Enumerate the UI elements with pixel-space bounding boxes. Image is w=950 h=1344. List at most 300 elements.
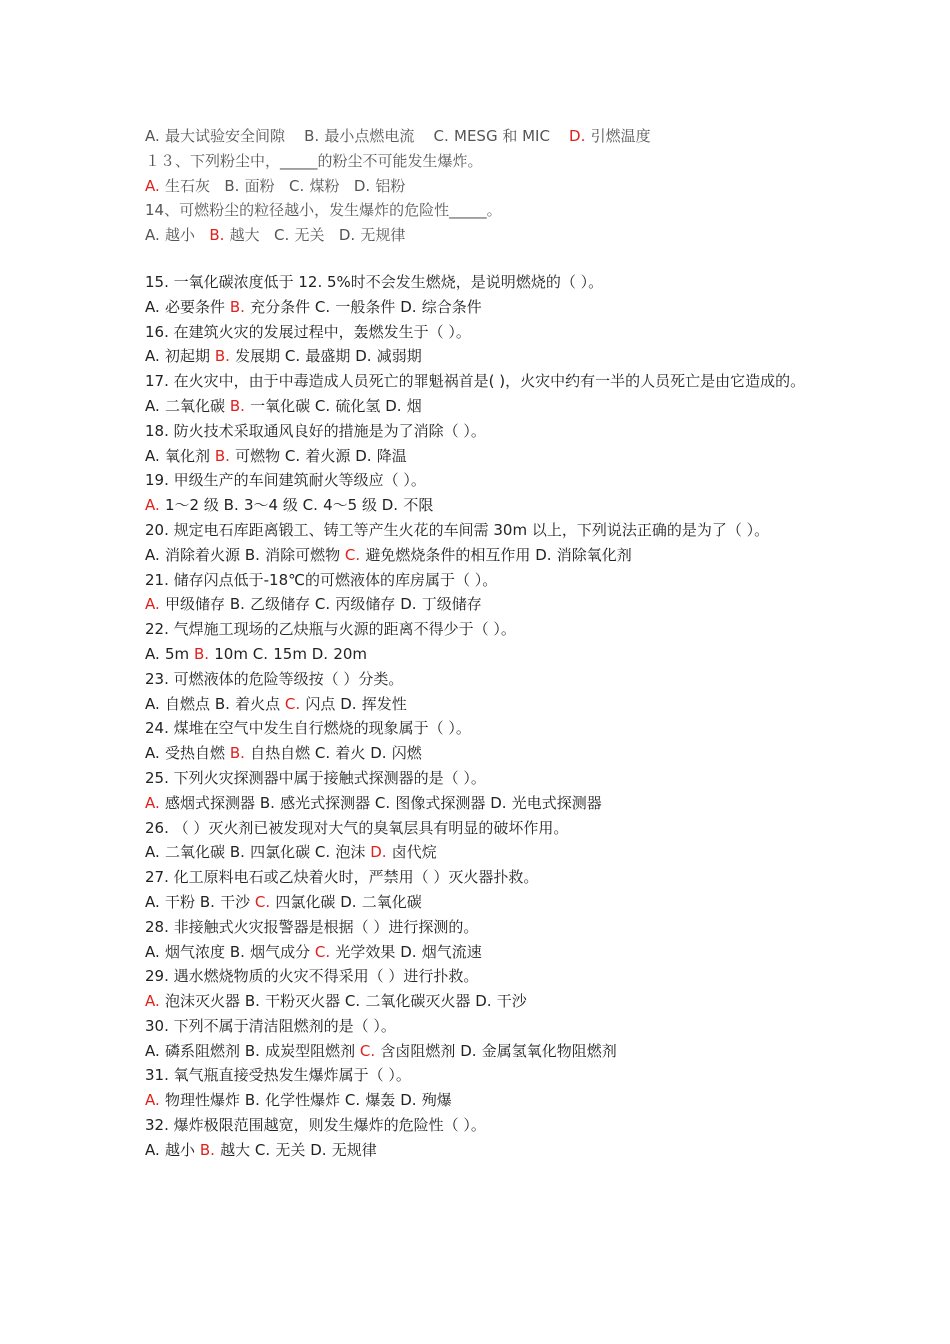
option-text: 泡沫	[335, 843, 366, 862]
option-text: 图像式探测器	[395, 793, 486, 812]
option-text: 引燃温度	[590, 127, 651, 145]
answer-options	[145, 1088, 815, 1113]
option-separator	[275, 177, 289, 195]
option-item	[312, 645, 367, 663]
option-text: 干沙	[496, 992, 527, 1011]
option-text: 自燃点	[165, 694, 211, 713]
option-text: 发展期	[235, 347, 281, 366]
question-text: 15. 一氧化碳浓度低于 12. 5%时不会发生燃烧，是说明燃烧的（ ）。	[145, 272, 604, 291]
option-text: 越大	[229, 226, 260, 245]
answer-options	[145, 543, 815, 568]
option-label: C.	[254, 892, 271, 911]
option-item	[340, 695, 407, 713]
option-label: C.	[284, 694, 301, 713]
option-label: D.	[400, 297, 417, 316]
option-item	[535, 546, 632, 564]
option-label: A.	[145, 694, 160, 713]
question-text: 32. 爆炸极限范围越宽，则发生爆炸的危险性（ ）。	[145, 1116, 486, 1135]
option-item	[145, 546, 240, 564]
question-text: 16. 在建筑火灾的发展过程中，轰燃发生于（ ）。	[145, 322, 471, 341]
option-item	[224, 177, 274, 195]
option-item	[400, 1091, 452, 1109]
option-item	[200, 893, 250, 911]
option-label: B.	[209, 226, 225, 245]
option-separator	[210, 177, 224, 195]
option-label: D.	[340, 892, 357, 911]
option-text: 最盛期	[305, 347, 351, 366]
option-label: B.	[214, 446, 230, 465]
option-label: B.	[229, 396, 245, 415]
option-text: 二氧化碳	[361, 892, 422, 911]
option-label: B.	[224, 176, 240, 195]
option-text: 物理性爆炸	[165, 1091, 241, 1110]
option-label: B.	[244, 1091, 260, 1110]
option-text: 烟	[406, 396, 422, 415]
option-label: A.	[145, 297, 160, 316]
option-label: B.	[229, 595, 245, 614]
option-label: B.	[229, 843, 245, 862]
option-label: C.	[344, 545, 361, 564]
question-text: 24. 煤堆在空气中发生自行燃烧的现象属于（ ）。	[145, 719, 471, 738]
option-separator	[260, 226, 274, 244]
option-separator	[195, 226, 209, 244]
question-text: 23. 可燃液体的危险等级按（ ）分类。	[145, 669, 404, 688]
answer-options	[145, 840, 815, 865]
option-text: 受热自燃	[165, 744, 226, 763]
option-item	[375, 794, 486, 812]
answer-options	[145, 642, 815, 667]
option-text: 面粉	[244, 176, 275, 195]
option-label: A.	[145, 892, 160, 911]
option-item	[382, 496, 434, 514]
option-item	[245, 546, 340, 564]
option-item	[145, 794, 255, 812]
option-item	[315, 843, 366, 861]
option-separator	[340, 177, 354, 195]
question-text: １３、下列粉尘中，_____的粉尘不可能发生爆炸。	[145, 151, 483, 170]
option-label: B.	[199, 892, 215, 911]
option-text: 着火点	[235, 694, 281, 713]
option-label: D.	[400, 1091, 417, 1110]
option-item	[315, 744, 366, 762]
option-text: 四氯化碳	[275, 892, 336, 911]
answer-options	[145, 741, 815, 766]
option-text: 越大	[220, 1140, 251, 1159]
option-item	[303, 496, 377, 514]
option-label: C.	[344, 1091, 361, 1110]
option-label: C.	[254, 1140, 271, 1159]
option-text: 着火	[335, 744, 366, 763]
option-label: B.	[244, 545, 260, 564]
option-item	[355, 447, 407, 465]
option-item	[215, 447, 280, 465]
option-separator	[285, 127, 304, 145]
option-text: 干粉灭火器	[265, 992, 341, 1011]
answer-options	[145, 989, 815, 1014]
option-label: D.	[535, 545, 552, 564]
option-item	[230, 943, 310, 961]
option-label: A.	[145, 744, 160, 763]
question-text: 19. 甲级生产的车间建筑耐火等级应（ ）。	[145, 471, 426, 490]
question-text: 14、可燃粉尘的粒径越小，发生爆炸的危险性_____。	[145, 201, 502, 220]
option-text: 15m	[273, 644, 307, 663]
option-text: 减弱期	[376, 347, 422, 366]
option-label: D.	[370, 843, 387, 862]
option-item	[400, 298, 482, 316]
option-label: A.	[145, 176, 160, 195]
option-label: A.	[145, 942, 160, 961]
option-item	[370, 843, 437, 861]
option-item	[460, 1042, 617, 1060]
option-text: 1～2 级	[165, 496, 219, 515]
option-label: A.	[145, 446, 160, 465]
question-list	[145, 124, 815, 1163]
option-item	[245, 1042, 355, 1060]
option-text: 越小	[165, 226, 196, 245]
answer-options	[145, 124, 815, 149]
option-item	[230, 744, 310, 762]
option-item	[315, 595, 396, 613]
option-text: 避免燃烧条件的相互作用	[365, 545, 531, 564]
option-item	[340, 893, 422, 911]
option-text: 可燃物	[235, 446, 281, 465]
option-label: C.	[302, 496, 318, 515]
option-item	[285, 347, 351, 365]
answer-options	[145, 1138, 815, 1163]
option-text: 爆轰	[365, 1091, 396, 1110]
option-text: 3～4 级	[243, 496, 298, 515]
option-item	[145, 1042, 240, 1060]
option-item	[400, 595, 482, 613]
option-text: 综合条件	[421, 297, 482, 316]
question-text: 31. 氧气瓶直接受热发生爆炸属于（ ）。	[145, 1066, 411, 1085]
answer-options	[145, 692, 815, 717]
option-label: C.	[314, 595, 331, 614]
option-separator	[550, 127, 569, 145]
option-item	[490, 794, 602, 812]
option-text: 二氧化碳	[165, 396, 226, 415]
option-text: 越小	[165, 1140, 196, 1159]
option-text: 最大试验安全间隙	[165, 127, 286, 145]
option-item	[255, 893, 336, 911]
option-text: 二氧化碳灭火器	[365, 992, 471, 1011]
option-item	[145, 645, 189, 663]
option-label: B.	[244, 1041, 260, 1060]
option-item	[354, 177, 406, 195]
option-item	[345, 546, 531, 564]
option-item	[355, 347, 422, 365]
option-text: 4～5 级	[323, 496, 377, 515]
option-label: C.	[314, 942, 331, 961]
option-item	[230, 298, 310, 316]
option-text: 最小点燃电流	[324, 127, 415, 145]
option-label: C.	[359, 1041, 376, 1060]
option-label: D.	[381, 496, 399, 515]
answer-options	[145, 940, 815, 965]
option-label: D.	[569, 127, 586, 145]
option-label: C.	[314, 396, 331, 415]
option-label: D.	[400, 595, 417, 614]
option-label: B.	[199, 1140, 215, 1159]
option-label: D.	[355, 446, 372, 465]
option-text: 铝粉	[375, 176, 406, 195]
option-text: 四氯化碳	[250, 843, 311, 862]
option-text: 泡沫灭火器	[165, 992, 241, 1011]
option-text: 一般条件	[335, 297, 396, 316]
option-text: 感烟式探测器	[165, 793, 256, 812]
option-label: B.	[223, 496, 239, 515]
option-label: B.	[229, 942, 245, 961]
option-label: D.	[490, 793, 507, 812]
option-label: C.	[288, 176, 305, 195]
option-label: B.	[244, 992, 260, 1011]
option-item	[194, 645, 248, 663]
option-item	[200, 1141, 250, 1159]
option-text: 无关	[294, 226, 325, 245]
option-text: 卤代烷	[391, 843, 437, 862]
option-label: B.	[214, 694, 230, 713]
option-label: D.	[353, 176, 371, 195]
option-item	[285, 695, 336, 713]
option-item	[274, 226, 325, 244]
question-text: 17. 在火灾中，由于中毒造成人员死亡的罪魁祸首是( )，火灾中约有一半的人员死亡是由它造成的。	[145, 372, 806, 391]
answer-options	[145, 493, 815, 518]
option-text: 烟气成分	[250, 942, 311, 961]
answer-options	[145, 394, 815, 419]
option-text: 不限	[403, 496, 434, 515]
option-label: A.	[145, 843, 160, 862]
option-item	[253, 645, 307, 663]
question-text: 28. 非接触式火灾报警器是根据（ ）进行探测的。	[145, 917, 479, 936]
answer-options	[145, 791, 815, 816]
option-text: 挥发性	[361, 694, 407, 713]
option-item	[289, 177, 340, 195]
option-text: 硫化氢	[335, 396, 381, 415]
option-label: A.	[145, 1140, 160, 1159]
option-item	[145, 496, 219, 514]
answer-options	[145, 444, 815, 469]
option-item	[315, 298, 396, 316]
option-label: C.	[314, 297, 331, 316]
option-text: 化学性爆炸	[265, 1091, 341, 1110]
answer-options	[145, 174, 815, 199]
option-item	[145, 226, 195, 244]
option-text: 闪点	[305, 694, 336, 713]
option-text: 20m	[333, 644, 368, 663]
option-text: 光电式探测器	[511, 793, 602, 812]
option-text: 乙级储存	[250, 595, 311, 614]
option-label: D.	[475, 992, 492, 1011]
option-label: A.	[145, 1091, 160, 1110]
option-item	[230, 843, 310, 861]
option-item	[285, 447, 351, 465]
option-text: 消除氧化剂	[556, 545, 632, 564]
option-item	[475, 992, 527, 1010]
question-text: 22. 气焊施工现场的乙炔瓶与火源的距离不得少于（ ）。	[145, 620, 516, 639]
option-item	[209, 226, 259, 244]
question-text: 25. 下列火灾探测器中属于接触式探测器的是（ ）。	[145, 768, 486, 787]
option-label: A.	[145, 347, 160, 366]
option-text: 无规律	[331, 1140, 377, 1159]
option-item	[145, 1141, 195, 1159]
option-item	[260, 794, 370, 812]
option-text: 无关	[275, 1140, 306, 1159]
option-label: A.	[145, 644, 160, 663]
option-text: 干沙	[220, 892, 251, 911]
option-label: B.	[214, 347, 230, 366]
option-item	[339, 226, 406, 244]
option-label: D.	[310, 1140, 327, 1159]
option-item	[345, 992, 471, 1010]
option-text: 降温	[376, 446, 407, 465]
option-text: 消除可燃物	[265, 545, 341, 564]
option-item	[400, 943, 482, 961]
option-text: 甲级储存	[165, 595, 226, 614]
option-label: B.	[259, 793, 275, 812]
option-text: 5m	[165, 644, 190, 663]
option-item	[145, 397, 225, 415]
question-text: 26. （ ）灭火剂已被发现对大气的臭氧层具有明显的破坏作用。	[145, 818, 569, 837]
option-label: A.	[145, 595, 160, 614]
option-label: B.	[304, 127, 320, 145]
option-item	[360, 1042, 456, 1060]
option-item	[310, 1141, 377, 1159]
option-item	[345, 1091, 396, 1109]
option-text: 氧化剂	[165, 446, 211, 465]
option-label: A.	[145, 127, 160, 145]
option-item	[145, 943, 225, 961]
option-text: 着火源	[305, 446, 351, 465]
option-text: 成炭型阻燃剂	[265, 1041, 356, 1060]
option-item	[145, 744, 225, 762]
question-text: 30. 下列不属于清洁阻燃剂的是（ ）。	[145, 1016, 396, 1035]
question-text: 21. 储存闪点低于-18℃的可燃液体的库房属于（ ）。	[145, 570, 498, 589]
option-item	[145, 893, 195, 911]
option-label: A.	[145, 496, 160, 515]
option-label: C.	[344, 992, 361, 1011]
option-text: 必要条件	[165, 297, 226, 316]
answer-options	[145, 592, 815, 617]
option-item	[145, 298, 225, 316]
question-text: 18. 防火技术采取通风良好的措施是为了消除（ ）。	[145, 421, 486, 440]
option-separator	[414, 127, 433, 145]
option-label: B.	[229, 744, 245, 763]
option-item	[255, 1141, 306, 1159]
option-item	[245, 1091, 340, 1109]
option-text: 二氧化碳	[165, 843, 226, 862]
option-item	[569, 127, 651, 145]
option-item	[385, 397, 422, 415]
question-text: 29. 遇水燃烧物质的火灾不得采用（ ）进行扑救。	[145, 967, 479, 986]
option-label: B.	[229, 297, 245, 316]
option-label: C.	[374, 793, 391, 812]
option-item	[304, 127, 414, 145]
option-label: D.	[370, 744, 387, 763]
answer-options	[145, 223, 815, 248]
option-item	[215, 347, 280, 365]
option-text: 烟气流速	[421, 942, 482, 961]
option-text: 消除着火源	[165, 545, 241, 564]
option-item	[145, 347, 210, 365]
option-label: A.	[145, 545, 160, 564]
question-text: 20. 规定电石库距离锻工、铸工等产生火花的车间需 30m 以上，下列说法正确的是为了（ ）。	[145, 520, 770, 539]
option-text: 生石灰	[165, 176, 211, 195]
option-item	[370, 744, 422, 762]
option-label: D.	[400, 942, 417, 961]
option-text: 光学效果	[335, 942, 396, 961]
answer-options	[145, 890, 815, 915]
option-item	[315, 397, 381, 415]
option-label: B.	[193, 644, 210, 663]
option-text: 丙级储存	[335, 595, 396, 614]
option-text: 含卤阻燃剂	[380, 1041, 456, 1060]
option-label: D.	[311, 644, 329, 663]
option-text: 丁级储存	[421, 595, 482, 614]
answer-options	[145, 295, 815, 320]
option-item	[145, 1091, 240, 1109]
option-label: A.	[145, 226, 160, 245]
option-item	[145, 127, 285, 145]
option-text: 殉爆	[421, 1091, 452, 1110]
option-label: C.	[284, 446, 301, 465]
section-gap	[145, 248, 815, 270]
question-text: 27. 化工原料电石或乙炔着火时，严禁用（ ）灭火器扑救。	[145, 868, 539, 887]
option-text: MESG 和 MIC	[454, 127, 550, 145]
option-item	[230, 595, 310, 613]
option-text: 一氧化碳	[250, 396, 311, 415]
option-item	[145, 177, 210, 195]
option-label: D.	[385, 396, 402, 415]
option-label: C.	[273, 226, 290, 245]
option-item	[145, 595, 225, 613]
option-item	[224, 496, 298, 514]
option-text: 10m	[214, 644, 248, 663]
answer-options	[145, 1039, 815, 1064]
option-label: C.	[314, 843, 331, 862]
option-label: A.	[145, 992, 160, 1011]
option-text: 无规律	[360, 226, 406, 245]
option-label: D.	[355, 347, 372, 366]
option-text: 金属氢氧化物阻燃剂	[481, 1041, 617, 1060]
option-separator	[325, 226, 339, 244]
option-item	[315, 943, 396, 961]
option-label: C.	[433, 127, 449, 145]
option-item	[145, 992, 240, 1010]
option-label: A.	[145, 396, 160, 415]
option-text: 煤粉	[309, 176, 340, 195]
option-text: 磷系阻燃剂	[165, 1041, 241, 1060]
option-item	[145, 843, 225, 861]
option-label: A.	[145, 1041, 160, 1060]
option-item	[145, 695, 210, 713]
option-text: 初起期	[165, 347, 211, 366]
option-label: C.	[314, 744, 331, 763]
option-label: D.	[338, 226, 356, 245]
option-label: D.	[340, 694, 357, 713]
option-item	[215, 695, 280, 713]
option-text: 闪燃	[391, 744, 422, 763]
answer-options	[145, 344, 815, 369]
option-label: A.	[145, 793, 160, 812]
option-label: C.	[284, 347, 301, 366]
option-text: 充分条件	[250, 297, 311, 316]
option-text: 自热自燃	[250, 744, 311, 763]
option-text: 干粉	[165, 892, 196, 911]
option-label: D.	[460, 1041, 477, 1060]
option-item	[434, 127, 550, 145]
option-label: C.	[252, 644, 268, 663]
option-item	[230, 397, 310, 415]
